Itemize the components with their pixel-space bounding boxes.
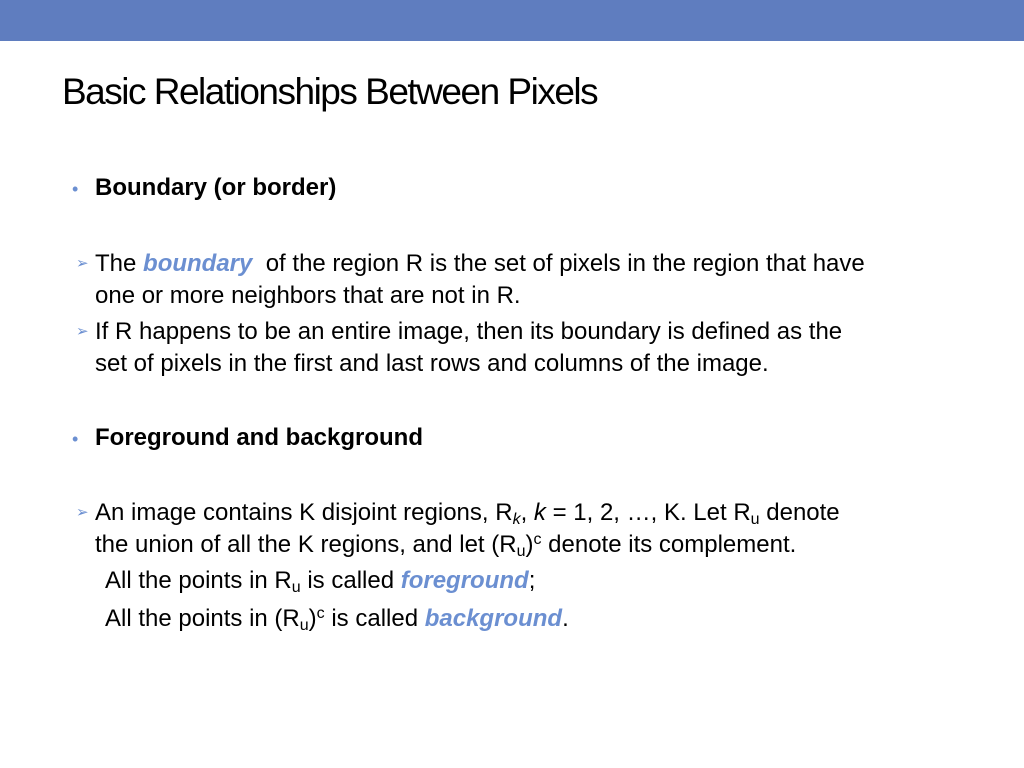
heading-boundary: Boundary (or border) — [95, 174, 337, 201]
boundary-definition-line-1: The boundary of the region R is the set of pixels in the region that have — [95, 250, 865, 277]
term-background: background — [424, 605, 563, 632]
arrow-bullet-icon: ➢ — [76, 323, 89, 340]
bullet-dot-icon: • — [72, 179, 79, 199]
heading-foreground-background: Foreground and background — [95, 424, 423, 451]
background-definition: All the points in $(R_u)^c$ is called background. — [105, 605, 569, 634]
bullet-dot-icon: • — [72, 429, 79, 449]
entire-image-line-2: set of pixels in the first and last rows and columns of the image. — [95, 350, 769, 377]
bullet-foreground-heading — [72, 422, 423, 454]
arrow-bullet-icon: ➢ — [76, 255, 89, 272]
top-accent-bar — [0, 0, 1024, 41]
boundary-definition-line-2: one or more neighbors that are not in R. — [95, 282, 521, 309]
foreground-definition: All the points in $R_u$ is called foreground; — [105, 567, 536, 596]
term-boundary: boundary — [143, 250, 253, 277]
boundary-definition — [76, 248, 1016, 312]
disjoint-regions-line-2: the union of all the K regions, and let $(R_u)^c$ denote its complement. — [95, 531, 797, 560]
entire-image-boundary — [76, 316, 1016, 380]
bullet-boundary-heading — [72, 172, 336, 204]
arrow-bullet-icon: ➢ — [76, 504, 89, 521]
entire-image-line-1: If R happens to be an entire image, then its boundary is defined as the — [95, 318, 843, 345]
slide-title: Basic Relationships Between Pixels — [62, 71, 598, 112]
term-foreground: foreground — [400, 567, 529, 594]
disjoint-regions-line-1: An image contains K disjoint regions, $R_k$, k = 1, 2, …, K. Let $R_u$ denote — [95, 499, 840, 528]
disjoint-regions — [76, 497, 1016, 561]
